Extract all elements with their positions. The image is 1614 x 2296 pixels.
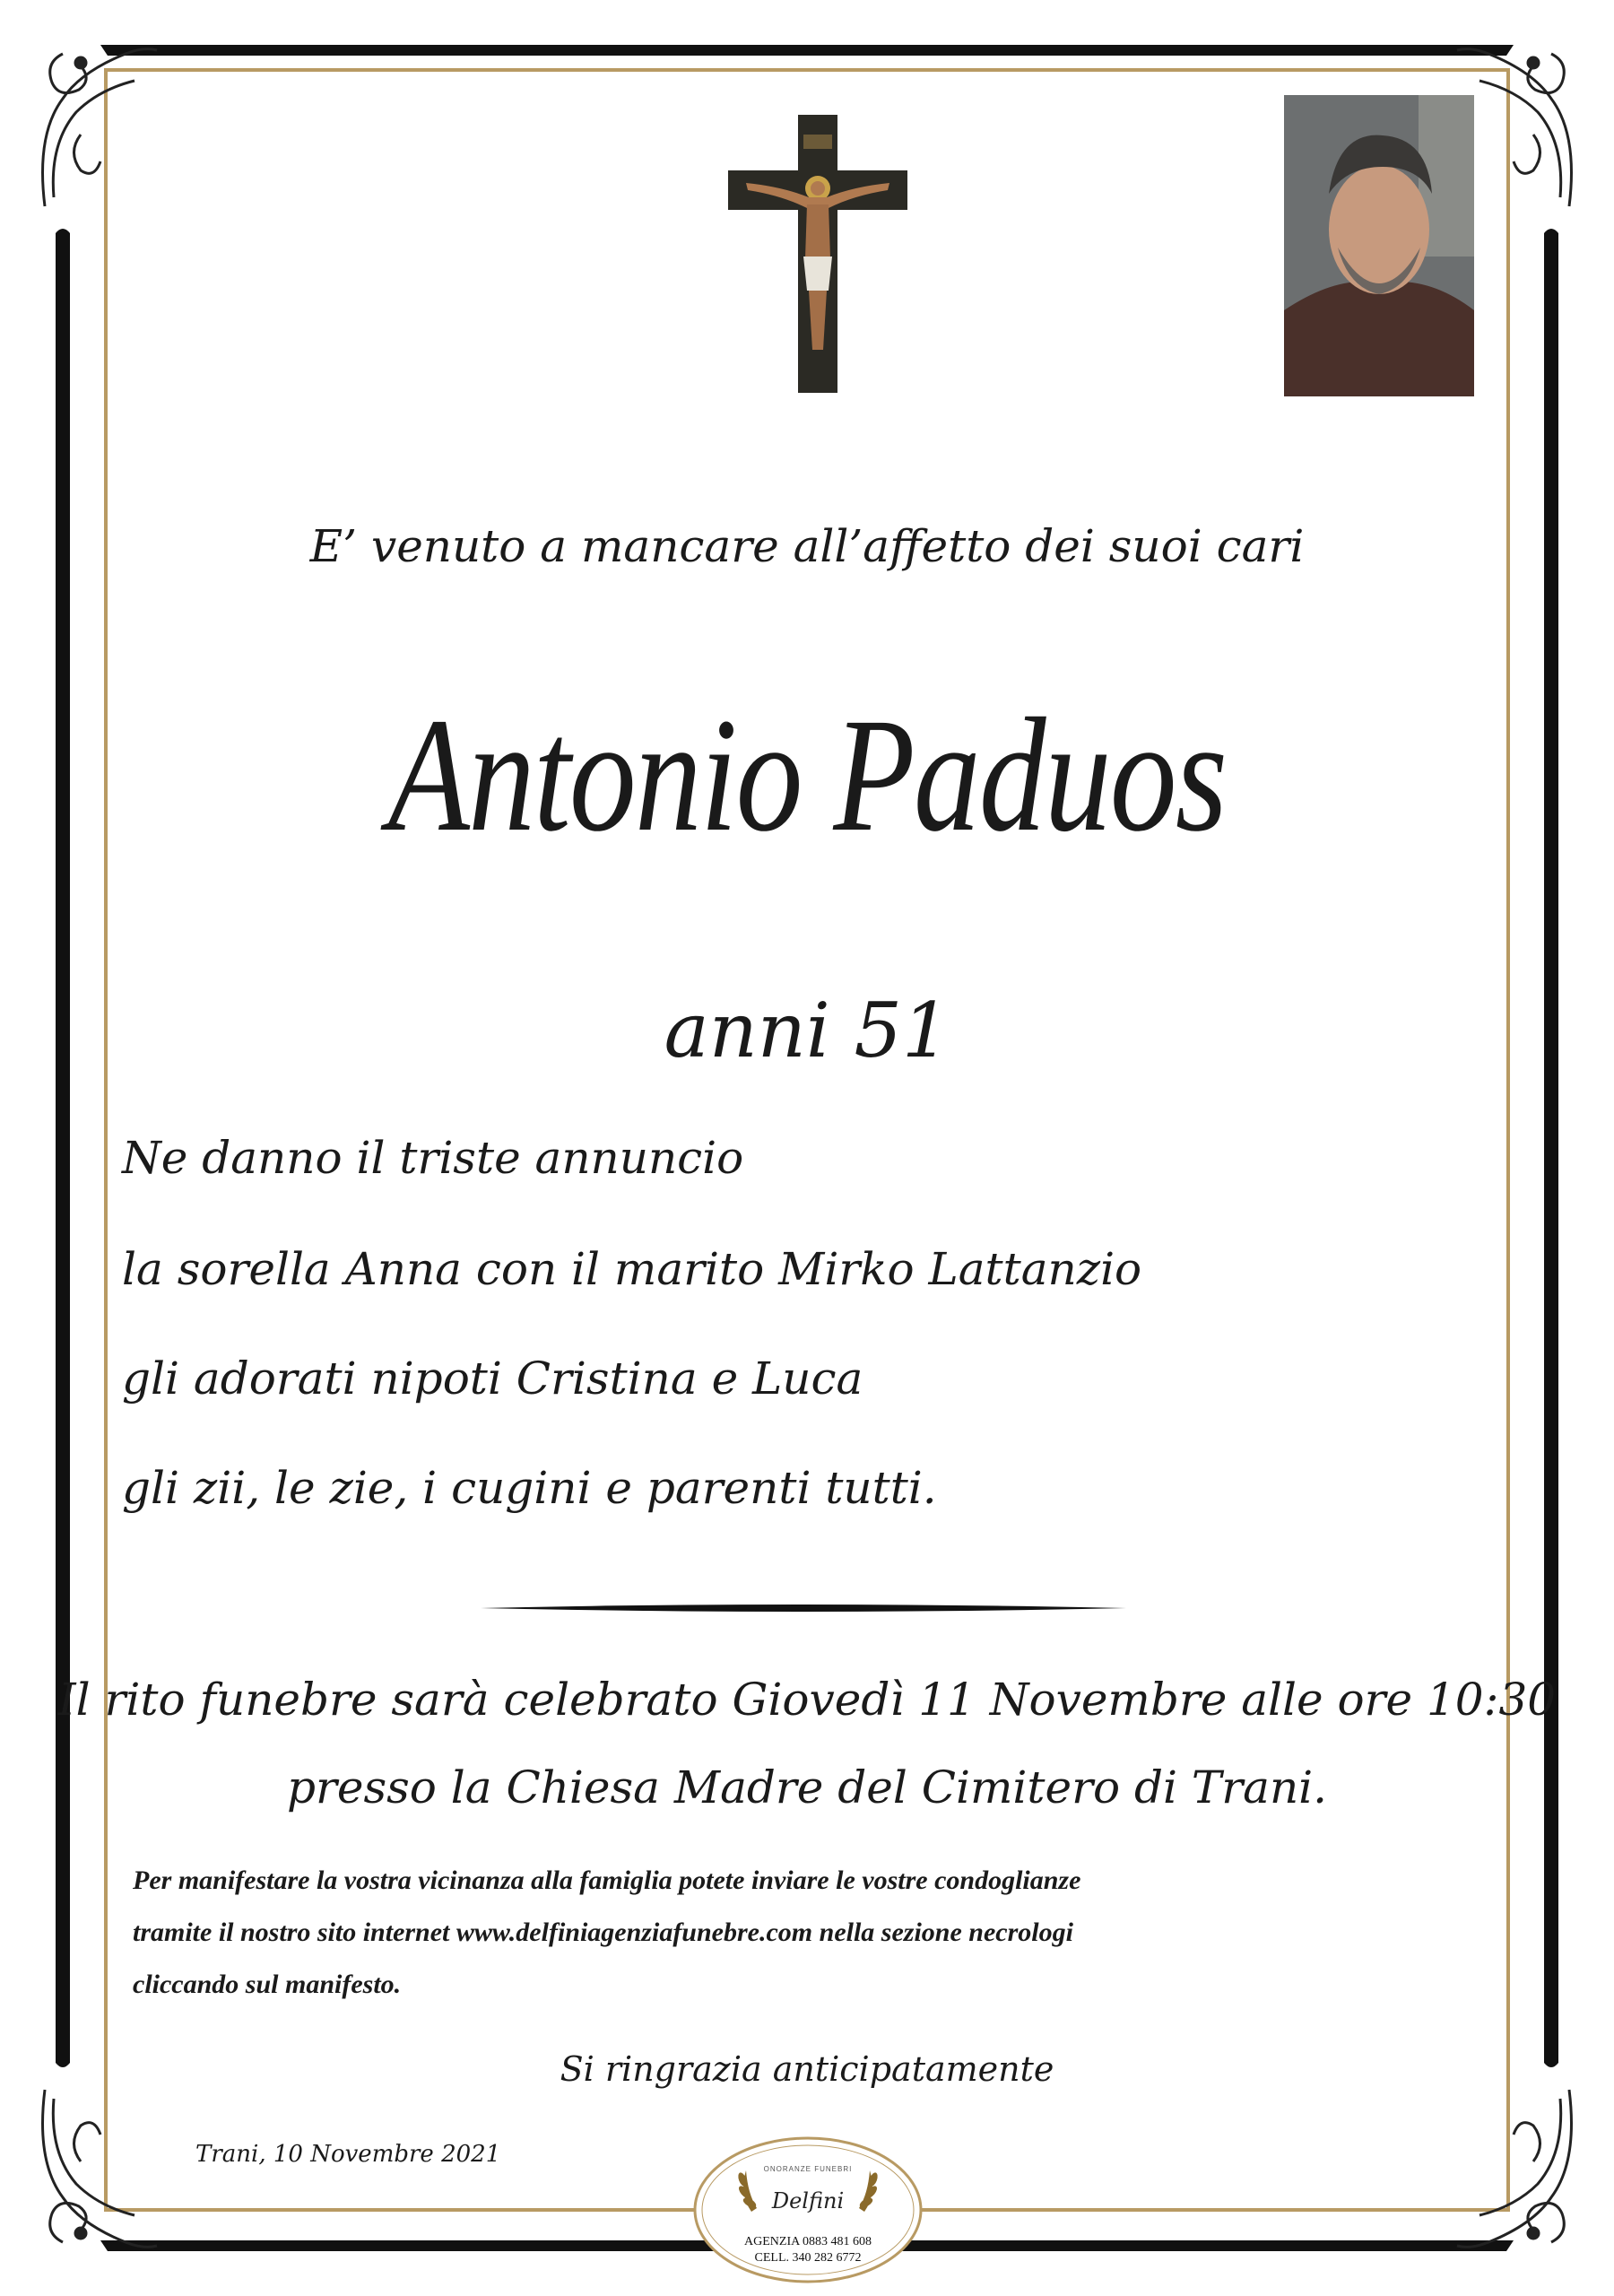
- corner-ornament-icon: [27, 27, 161, 215]
- thanks-line: Si ringrazia anticipatamente: [560, 2049, 1054, 2089]
- announcer-line: la sorella Anna con il marito Mirko Lattanzio: [122, 1243, 1142, 1295]
- intro-line: E’ venuto a mancare all’affetto dei suoi cari: [309, 520, 1305, 572]
- corner-ornament-icon: [27, 2081, 161, 2269]
- portrait-photo: [1284, 95, 1474, 396]
- condolence-note-line: cliccando sul manifesto.: [133, 1970, 402, 1999]
- divider: [481, 1603, 1126, 1613]
- corner-ornament-icon: [1453, 2081, 1587, 2269]
- condolence-note-line: Per manifestare la vostra vicinanza alla famiglia potete inviare le vostre condoglianze: [133, 1866, 1081, 1895]
- ceremony-line: Il rito funebre sarà celebrato Giovedì 11 Novembre alle ore 10:30: [57, 1674, 1557, 1726]
- deceased-portrait: [1284, 95, 1474, 396]
- place-date: Trani, 10 Novembre 2021: [195, 2141, 501, 2168]
- announcer-line: Ne danno il triste annuncio: [122, 1132, 744, 1184]
- deceased-age: anni 51: [664, 987, 950, 1074]
- agency-cell: CELL. 340 282 6772: [754, 2251, 862, 2265]
- crucifix-icon: [728, 115, 907, 393]
- agency-phone: AGENZIA 0883 481 608: [744, 2235, 872, 2248]
- condolence-note-line: tramite il nostro sito internet www.delfiniagenziafunebre.com nella sezione necrologi: [133, 1918, 1073, 1947]
- announcer-line: gli zii, le zie, i cugini e parenti tutti.: [122, 1462, 937, 1514]
- agency-logo: [690, 2135, 925, 2285]
- ceremony-line: presso la Chiesa Madre del Cimitero di Trani.: [286, 1761, 1328, 1813]
- announcer-line: gli adorati nipoti Cristina e Luca: [122, 1352, 863, 1405]
- deceased-name: Antonio Paduos: [387, 685, 1227, 865]
- agency-tagline: ONORANZE FUNEBRI: [763, 2165, 853, 2173]
- agency-brand: Delfini: [771, 2188, 845, 2213]
